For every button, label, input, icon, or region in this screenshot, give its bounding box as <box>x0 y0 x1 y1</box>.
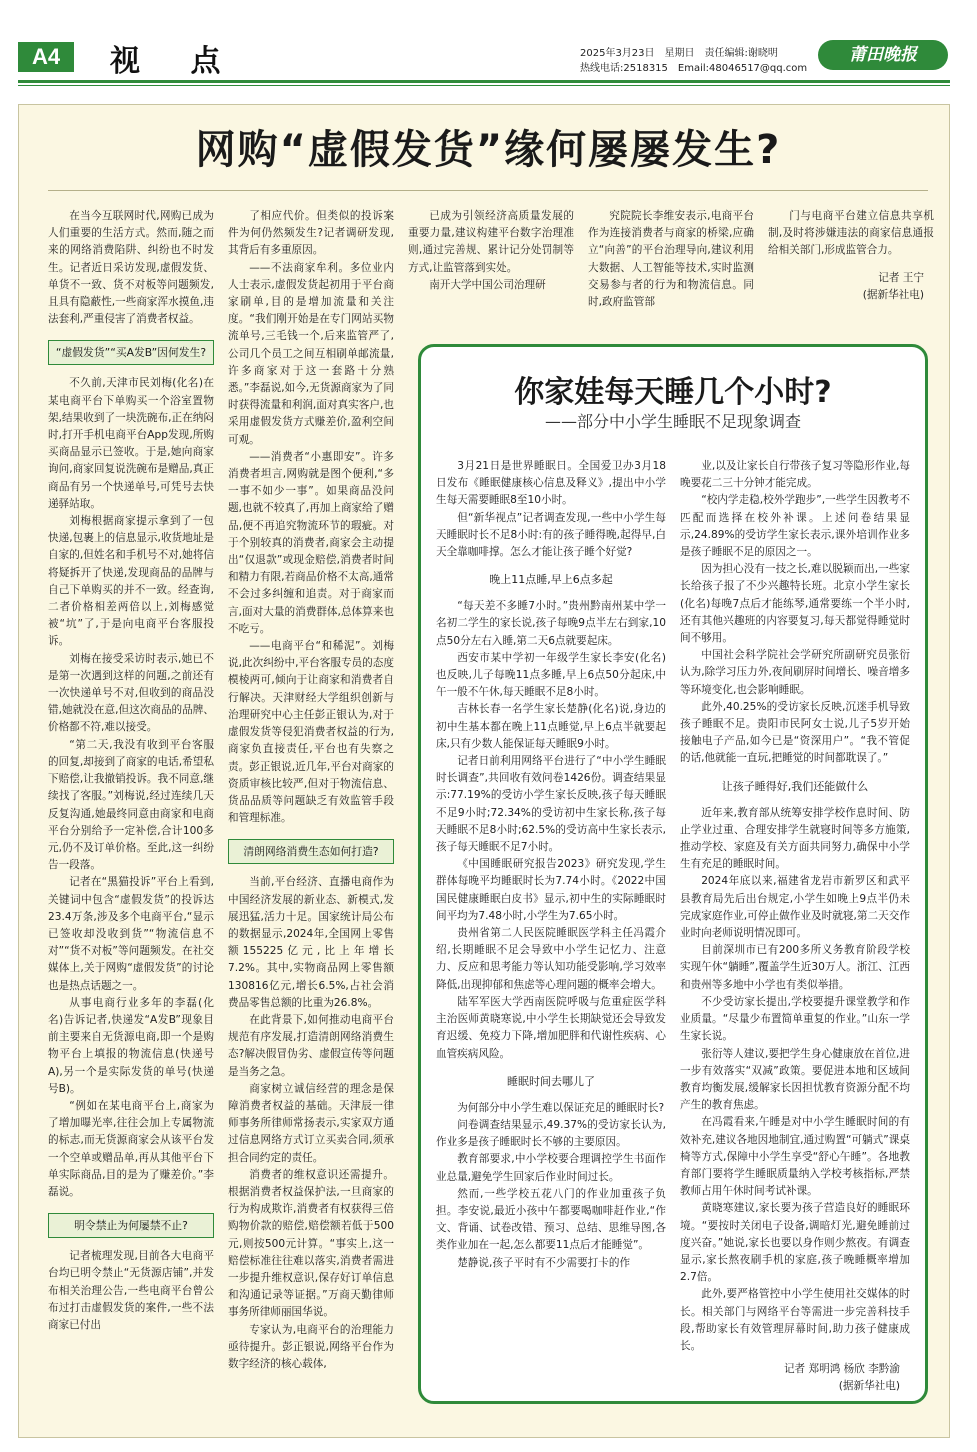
article1-column-1 <box>48 208 214 1334</box>
section-title: 视 点 <box>110 44 241 79</box>
paragraph: 教育部要求,中小学校要合理调控学生书面作业总量,避免学生回家后作业时间过长。 <box>436 1153 666 1183</box>
paragraph: 近年来,教育部从统筹安排学校作息时间、防止学业过重、合理安排学生就寝时间等多方施策,推动学校、家庭及有关方面共同努力,确保中小学生有充足的睡眠时间。 <box>680 806 910 871</box>
date-line: 2025年3月23日 星期日 责任编辑:谢晓明 <box>580 48 778 59</box>
paragraph: 刘梅根据商家提示拿到了一包快递,包裹上的信息显示,收货地址是自家的,但姓名和手机号不对,她将信将疑拆开了快递,发现商品的品牌与自己下单购买的并不一致。经查询,二者价格相差两倍以上,刘梅感觉被“坑”了,于是向电商平台客服投诉。 <box>48 515 214 648</box>
paragraph: ——不法商家牟利。多位业内人士表示,虚假发货起初用于平台商家刷单,目的是增加流量和关注度。“我们刚开始是在专门网站买物流单号,三毛钱一个,后来监管严了,公司几个员工之间互相刷单邮流量,许多商家对于这一套路十分熟悉。”李磊说,如今,无货源商家为了同时获得流量和利润,面对真实客户,也采用虚假发货方式赚差价,盈利空间可观。 <box>228 261 394 446</box>
paragraph: 当前,平台经济、直播电商作为中国经济发展的新业态、新模式,发展迅猛,活力十足。国家统计局公布的数据显示,2024年,全国网上零售额155225亿元,比上年增长7.2%。其中,实物商品网上零售额130816亿元,增长6.5%,占社会消费品零售总额的比重为26.8%。 <box>228 876 394 1009</box>
page-header <box>0 0 977 90</box>
paragraph: 此外,40.25%的受访家长反映,沉迷手机导致孩子睡眠不足。贵阳市民阿女士说,儿子5岁开始接触电子产品,如今已是“资深用户”。“我不管促的话,他就能一直玩,把睡觉的时间都耽误了。” <box>680 700 910 765</box>
paragraph: 但“新华视点”记者调查发现,一些中小学生每天睡眠时长不足8小时:有的孩子睡得晚,起得早,白天全靠咖啡撑。怎么才能让孩子睡个好觉? <box>436 511 666 559</box>
paragraph: 专家认为,电商平台的治理能力亟待提升。彭正银说,网络平台作为数字经济的核心载体, <box>228 1323 394 1370</box>
subhead-what-to-do: 让孩子睡得好,我们还能做什么 <box>721 779 869 793</box>
paragraph: 消费者的维权意识还需提升。根据消费者权益保护法,一旦商家的行为构成欺诈,消费者有权获得三倍购物价款的赔偿,赔偿额若低于500元,则按500元计算。“事实上,这一赔偿标准往往难以落实,消费者需进一步提升维权意识,保存好订单信息和沟通记录等证据。”万商天勤律师事务所律师丽国华说。 <box>228 1168 394 1319</box>
article1-column-2 <box>228 208 394 1373</box>
header-divider <box>18 80 950 83</box>
paragraph: 在当今互联网时代,网购已成为人们重要的生活方式。然而,随之而来的网络消费陷阱、纠纷也不时发生。记者近日采访发现,虚假发货、单货不一致、货不对板等问题频发,且具有隐蔽性,一些商家浑水摸鱼,违法套利,严重侵害了消费者权益。 <box>48 210 214 326</box>
paragraph: 已成为引领经济高质量发展的重要力量,建议构建平台数字治理准则,通过完善规、累计记分处罚制等方式,让监管落到实处。 <box>408 210 574 274</box>
article2-source: (据新华社电) <box>838 1380 900 1393</box>
paragraph: 记者在“黑猫投诉”平台上看到,关键词中包含“虚假发货”的投诉达23.4万条,涉及多个电商平台,“显示已签收却没收到货”“物流信息不对”“货不对板”等问题频发。在社交媒体上,关于网购“虚假发货”的讨论也是热点话题之一。 <box>48 876 214 992</box>
paragraph: 2024年底以来,福建省龙岩市新罗区和武平县教育局先后出台规定,小学生如晚上9点半仍未完成家庭作业,可停止做作业及时就寝,第二天交作业时向老师说明情况即可。 <box>680 875 910 940</box>
paragraph: 陆军军医大学西南医院呼吸与危重症医学科主治医师黄晓寒说,中小学生长期缺觉还会导致发育迟缓、免疫力下降,增加肥胖和代谢性疾病、心血管疾病风险。 <box>436 995 666 1060</box>
paragraph: “校内学走稳,校外学跑步”,一些学生因教考不匹配而选择在校外补课。上述问卷结果显示,24.89%的受访学生家长表示,课外培训作业多是孩子睡眠不足的原因之一。 <box>680 494 910 559</box>
subhead-sleep-late: 晚上11点睡,早上6点多起 <box>489 573 613 587</box>
paragraph: 贵州省第二人民医院睡眠医学科主任冯霞介绍,长期睡眠不足会导致中小学生记忆力、注意力、反应和思考能力等认知功能受影响,学习效率降低,出现抑郁和焦虑等心理问题的概率会增大。 <box>436 927 666 991</box>
paragraph: 南开大学中国公司治理研 <box>429 278 546 291</box>
paragraph: 门与电商平台建立信息共享机制,及时将涉嫌违法的商家信息通报给相关部门,形成监管合力。 <box>768 210 934 257</box>
paragraph: ——消费者“小惠即安”。许多消费者坦言,网购就是图个便利,“多一事不如少一事”。如果商品没问题,也就不较真了,再加上商家给了赠品,便不再追究物流环节的瑕疵。对于个别较真的消费者,商家会主动提出“仅退款”或现金赔偿,消费者时间和精力有限,若商品价格不太高,通常不会过多纠缠和追责。对于商家而言,面对大量的消费群体,总体算来也不吃亏。 <box>228 450 394 635</box>
paragraph: 问卷调查结果显示,49.37%的受访家长认为,作业多是孩子睡眠时长不够的主要原因。 <box>436 1118 666 1149</box>
article1-column-5 <box>768 208 934 304</box>
paragraph: 然而,一些学校五花八门的作业加重孩子负担。李安说,最近小孩中午都要喝咖啡赶作业,“作文、背诵、试卷改错、预习、总结、思维导图,各类作业加在一起,怎么都要11点后才能睡觉”。 <box>436 1187 666 1252</box>
article2-column-1 <box>436 458 666 1272</box>
paragraph: 为何部分中小学生难以保证充足的睡眠时长? <box>457 1101 665 1114</box>
paragraph: 业,以及让家长自行带孩子复习等隐形作业,每晚要花二三十分钟才能完成。 <box>680 460 910 490</box>
paragraph: ——电商平台“和稀泥”。刘梅说,此次纠纷中,平台客服专员的态度模棱两可,倾向于让商家和消费者自行解决。天津财经大学组织创新与治理研究中心主任彭正银认为,对于虚假发货等侵犯消费者权益的行为,商家负直接责任,平台也有失察之责。彭正银说,近几年,平台对商家的资质审核比较严,但对于物流信息、货品品质等问题缺乏有效监管手段和管理标准。 <box>228 640 394 825</box>
paragraph: 记者梳理发现,目前各大电商平台均已明令禁止“无货源店铺”,并发布相关治理公告,一些电商平台曾公布过打击虚假发货的案件,一些不法商家已付出 <box>48 1250 214 1331</box>
article2-column-2 <box>680 458 910 1396</box>
subhead-clean-ecosystem: 清朗网络消费生态如何打造? <box>228 839 394 864</box>
paragraph: “第二天,我没有收到平台客服的回复,却接到了商家的电话,希望私下赔偿,让我撤销投诉。我不同意,继续找了客服。”刘梅说,经过连续几天反复沟通,她最终同意由商家和电商平台分别给予一定补偿,合计100多元,仍不及订单价格。至此,这一纠纷告一段落。 <box>48 738 214 872</box>
paragraph: 楚静说,孩子平时有不少需要打卡的作 <box>457 1256 631 1269</box>
paragraph: 刘梅在接受采访时表示,她已不是第一次遇到这样的问题,之前还有一次快递单号不对,但收到的商品没错,她就没在意,但这次商品的品牌、价格都不符,难以接受。 <box>48 652 214 734</box>
paragraph: 究院院长李维安表示,电商平台作为连接消费者与商家的桥梁,应确立“向善”的平台治理导向,建议利用大数据、人工智能等技术,实时监测交易参与者的行为和物流信息。同时,政府监管部 <box>588 210 754 309</box>
headline-divider <box>48 190 928 191</box>
paragraph: 目前深圳市已有200多所义务教育阶段学校实现午休“躺睡”,覆盖学生近30万人。浙江、江西和贵州等多地中小学也有类似举措。 <box>680 944 910 991</box>
paragraph: 西安市某中学初一年级学生家长李安(化名)也反映,儿子每晚11点多睡,早上6点50分起床,中午一般不午休,每天睡眠不足8小时。 <box>436 651 666 699</box>
main-headline: 网购“虚假发货”缘何屡屡发生? <box>195 127 782 173</box>
subhead-where-sleep-went: 睡眠时间去哪儿了 <box>507 1074 595 1088</box>
header-divider-thin <box>18 85 950 86</box>
article1-column-3 <box>408 208 574 294</box>
paragraph: 张衍等人建议,要把学生身心健康放在首位,进一步有效落实“双减”政策。要促进本地和区域间教育均衡发展,缓解家长因担忧教育资源分配不均产生的教育焦虑。 <box>680 1047 910 1112</box>
article1-author: 记者 王宁 <box>878 271 924 284</box>
paragraph: 在此背景下,如何推动电商平台规范有序发展,打造清朗网络消费生态?解决假冒伪劣、虚假宣传等问题是当务之急。 <box>228 1013 394 1078</box>
article1-column-4 <box>588 208 754 311</box>
header-meta <box>580 46 807 76</box>
paragraph: 在冯霞看来,午睡是对中小学生睡眠时间的有效补充,建议各地因地制宜,通过购置“可躺式”课桌椅等方式,保障中小学生享受“舒心午睡”。各地教育部门要将学生睡眠质量纳入学校考核指标,严禁教师占用午休时间考试补课。 <box>680 1116 910 1198</box>
subhead-fake-shipping: “虚假发货”“买A发B”因何发生? <box>48 340 214 365</box>
article2-authors: 记者 郑明鸿 杨欣 李黔渝 <box>783 1363 900 1376</box>
paragraph: 不久前,天津市民刘梅(化名)在某电商平台下单购买一个浴室置物架,结果收到了一块洗碗布,正在纳闷时,打开手机电商平台App发现,所购买商品显示已签收。于是,她向商家询问,商家回复说洗碗布是赠品,真正商品有另一个快递单号,可凭号去快递驿站取。 <box>48 377 214 510</box>
newspaper-logo: 莆田晚报 <box>818 40 948 70</box>
page-number-badge: A4 <box>18 42 74 72</box>
paragraph: 3月21日是世界睡眠日。全国爱卫办3月18日发布《睡眠健康核心信息及释义》,提出中小学生每天需要睡眠8至10小时。 <box>436 460 666 507</box>
paragraph: 了相应代价。但类似的投诉案件为何仍然频发生?记者调研发现,其背后有多重原因。 <box>228 210 394 257</box>
paragraph: “每天差不多睡7小时。”贵州黔南州某中学一名初二学生的家长说,孩子每晚9点半左右到家,10点50分左右入睡,第二天6点就要起床。 <box>436 600 666 647</box>
paragraph: 因为担心没有一技之长,难以脱颖而出,一些家长给孩子报了不少兴趣特长班。北京小学生家长(化名)每晚7点后才能练琴,通常要练一个半小时,还有其他兴趣班的内容要复习,每天都觉得睡觉时间不够用。 <box>680 563 910 645</box>
paragraph: 中国社会科学院社会学研究所副研究员张衍认为,除学习压力外,夜间刷屏时间增长、噪音增多等环境变化,也会影响睡眠。 <box>680 649 910 696</box>
paragraph: 吉林长春一名学生家长楚静(化名)说,身边的初中生基本都在晚上11点睡觉,早上6点半就要起床,只有少数人能保证每天睡眠9小时。 <box>436 703 666 750</box>
contact-line: 热线电话:2518315 Email:48046517@qq.com <box>580 63 808 74</box>
article1-source: (据新华社电) <box>862 288 924 301</box>
paragraph: 黄晓寒建议,家长要为孩子营造良好的睡眠环境。“要按时关闭电子设备,调暗灯光,避免睡前过度兴奋。”她说,家长也要以身作则少熬夜。有调查显示,家长熬夜刷手机的家庭,孩子晚睡概率增加2.7倍。 <box>680 1202 910 1284</box>
paragraph: 《中国睡眠研究报告2023》研究发现,学生群体每晚平均睡眠时长为7.74小时。《2022中国国民健康睡眠白皮书》显示,初中生的实际睡眠时间平均为7.48小时,小学生为7.65小时。 <box>436 858 666 922</box>
paragraph: 记者日前利用网络平台进行了“中小学生睡眠时长调查”,共回收有效问卷1426份。调查结果显示:77.19%的受访小学生家长反映,孩子每天睡眠不足9小时;72.34%的受访初中生家长称,孩子每天睡眠不足8小时;62.5%的受访高中生家长表示,孩子每天睡眠不足7小时。 <box>436 755 666 854</box>
paragraph: 从事电商行业多年的李磊(化名)告诉记者,快递发“A发B”现象目前主要来自无货源电商,即一个是购物平台上填报的物流信息(快递号A),另一个是实际发货的单号(快递号B)。 <box>48 996 214 1095</box>
sleep-article-headline: 你家娃每天睡几个小时? <box>514 375 832 410</box>
paragraph: “例如在某电商平台上,商家为了增加曝光率,往往会加上专属物流的标志,而无货源商家会从该平台发一个空单或赠品单,再从其他平台下单实际商品,目的是为了赚差价。”李磊说。 <box>48 1099 214 1198</box>
paragraph: 商家树立诚信经营的理念是保障消费者权益的基础。天津辰一律师事务所律师常扬表示,实家双方通过信息网络方式订立买卖合同,须承担合同约定的责任。 <box>228 1082 394 1164</box>
sleep-article-subtitle: ——部分中小学生睡眠不足现象调查 <box>544 412 801 431</box>
paragraph: 不少受访家长提出,学校要提升课堂教学和作业质量。“尽量少布置简单重复的作业。”山东一学生家长说。 <box>680 995 910 1043</box>
subhead-why-not-stopped: 明令禁止为何屡禁不止? <box>48 1213 214 1238</box>
paragraph: 此外,要严格管控中小学生使用社交媒体的时长。相关部门与网络平台等需进一步完善科技手段,帮助家长有效管理屏幕时间,助力孩子健康成长。 <box>680 1288 910 1352</box>
